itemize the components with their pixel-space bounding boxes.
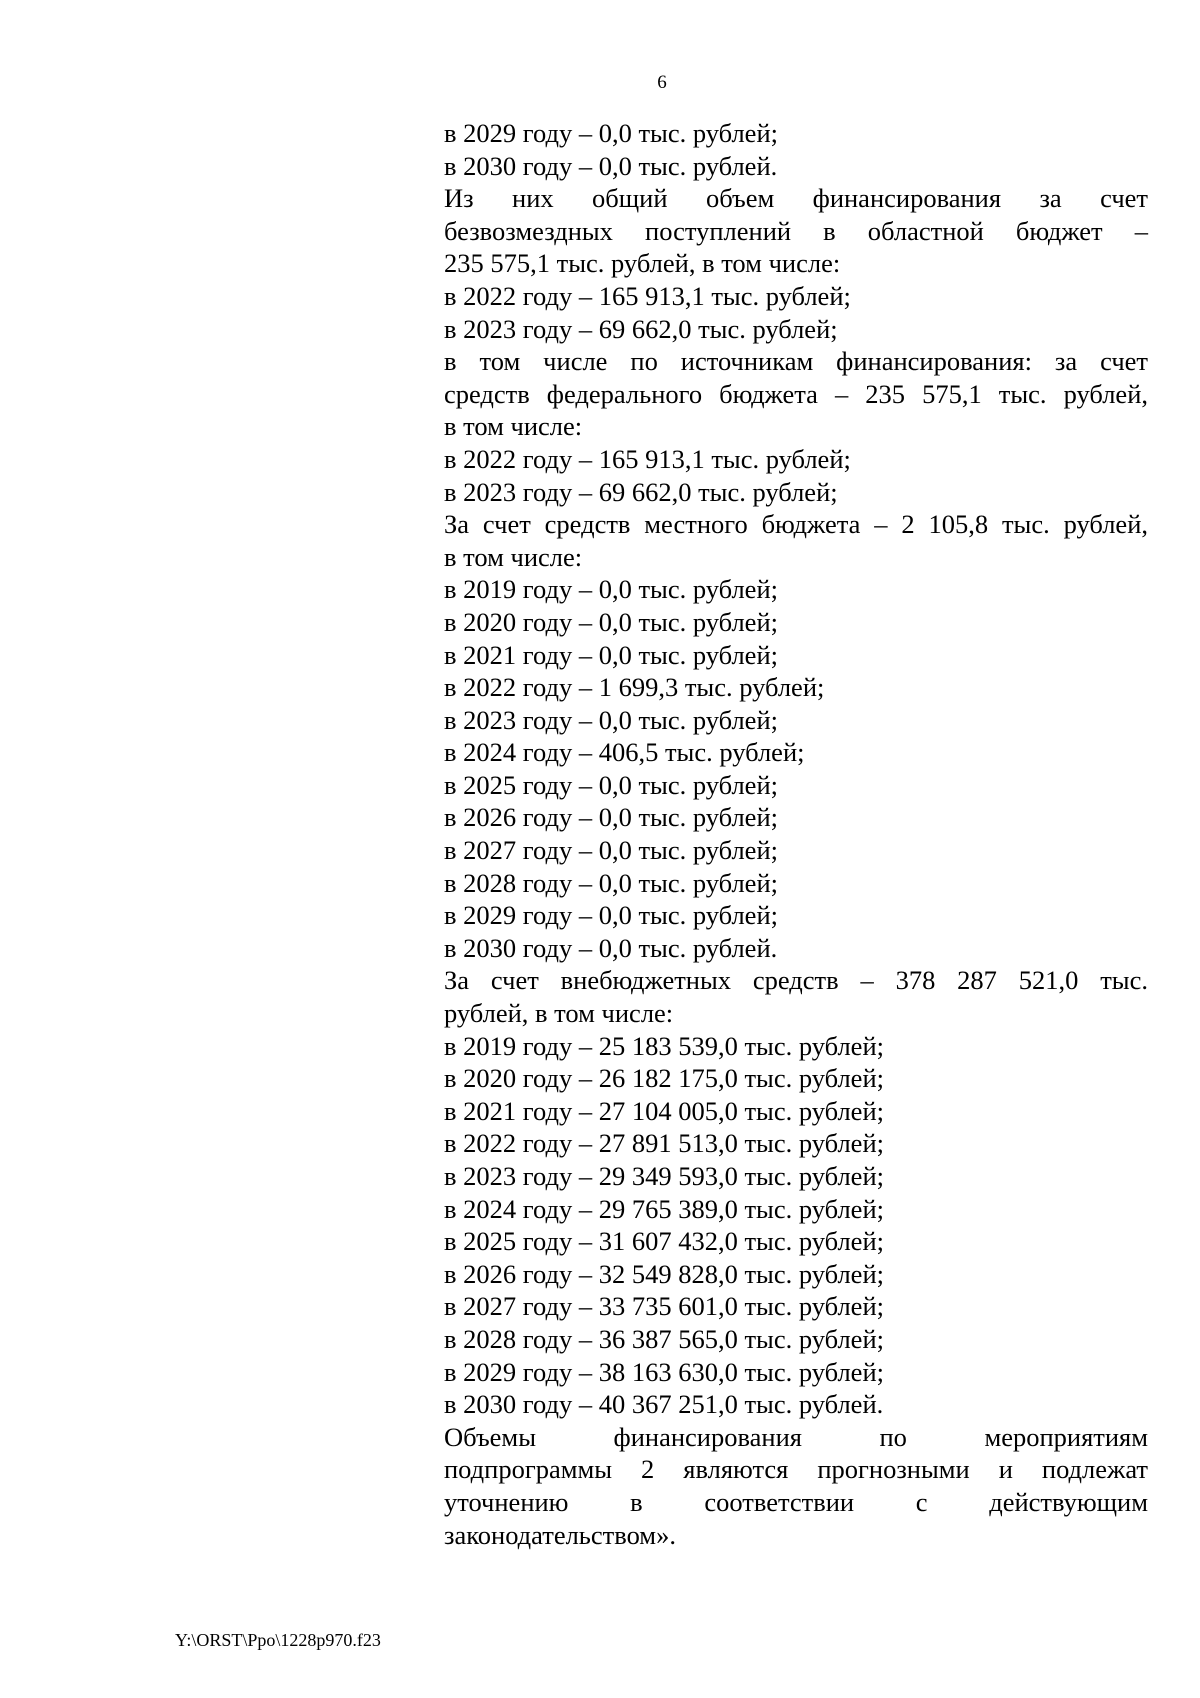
text-line: в 2029 году – 38 163 630,0 тыс. рублей; <box>444 1356 884 1387</box>
document-body <box>444 117 1148 1551</box>
text-line: в 2030 году – 0,0 тыс. рублей. <box>444 150 778 181</box>
text-line: в 2023 году – 29 349 593,0 тыс. рублей; <box>444 1161 884 1191</box>
text-line: в 2024 году – 29 765 389,0 тыс. рублей; <box>444 1193 884 1224</box>
text-line: в 2019 году – 0,0 тыс. рублей; <box>444 574 778 605</box>
text-line: в 2022 году – 165 913,1 тыс. рублей; <box>444 280 851 311</box>
text-line: в 2019 году – 25 183 539,0 тыс. рублей; <box>444 1030 884 1061</box>
text-line: уточнению в соответствии с действующим <box>444 1486 1148 1517</box>
text-line: в 2022 году – 27 891 513,0 тыс. рублей; <box>444 1128 884 1159</box>
text-line: безвозмездных поступлений в областной бюджет – <box>444 215 1148 246</box>
text-line: в 2029 году – 0,0 тыс. рублей; <box>444 118 778 148</box>
text-line: в том числе: <box>444 541 583 572</box>
text-line: Объемы финансирования по мероприятиям <box>444 1421 1148 1452</box>
text-line: в 2029 году – 0,0 тыс. рублей; <box>444 900 778 931</box>
text-line: в 2023 году – 69 662,0 тыс. рублей; <box>444 313 838 344</box>
text-line: в 2020 году – 0,0 тыс. рублей; <box>444 606 778 637</box>
text-line: в 2030 году – 0,0 тыс. рублей. <box>444 932 778 963</box>
text-line: в 2026 году – 32 549 828,0 тыс. рублей; <box>444 1258 884 1289</box>
text-line: законодательством». <box>444 1519 676 1550</box>
text-line: 235 575,1 тыс. рублей, в том числе: <box>444 248 841 279</box>
text-line: За счет внебюджетных средств – 378 287 521,0 тыс. <box>444 965 1148 996</box>
text-line: в 2028 году – 36 387 565,0 тыс. рублей; <box>444 1323 884 1354</box>
page-number: 6 <box>657 72 667 93</box>
text-line: в 2024 году – 406,5 тыс. рублей; <box>444 737 805 768</box>
text-line: в 2025 году – 31 607 432,0 тыс. рублей; <box>444 1226 884 1257</box>
text-line: в 2023 году – 69 662,0 тыс. рублей; <box>444 476 838 507</box>
text-line: в 2026 году – 0,0 тыс. рублей; <box>444 802 778 833</box>
text-line: в 2022 году – 165 913,1 тыс. рублей; <box>444 443 851 474</box>
text-line: в 2020 году – 26 182 175,0 тыс. рублей; <box>444 1063 884 1094</box>
text-line: в 2022 году – 1 699,3 тыс. рублей; <box>444 672 825 703</box>
text-line: в 2023 году – 0,0 тыс. рублей; <box>444 704 778 735</box>
text-line: Из них общий объем финансирования за счет <box>444 183 1148 214</box>
text-line: подпрограммы 2 являются прогнозными и подлежат <box>444 1454 1148 1485</box>
text-line: в 2027 году – 0,0 тыс. рублей; <box>444 835 778 866</box>
text-line: в том числе: <box>444 411 583 442</box>
text-line: в 2025 году – 0,0 тыс. рублей; <box>444 769 778 800</box>
text-line: в 2021 году – 0,0 тыс. рублей; <box>444 639 778 670</box>
text-line: в том числе по источникам финансирования: за счет <box>444 346 1148 377</box>
text-line: средств федерального бюджета – 235 575,1 тыс. рублей, <box>444 378 1148 409</box>
footer-file-path: Y:\ORST\Ppo\1228p970.f23 <box>175 1630 381 1650</box>
text-line: в 2027 году – 33 735 601,0 тыс. рублей; <box>444 1291 884 1322</box>
text-line: в 2030 году – 40 367 251,0 тыс. рублей. <box>444 1389 884 1420</box>
text-line: За счет средств местного бюджета – 2 105,8 тыс. рублей, <box>444 509 1148 540</box>
text-line: в 2021 году – 27 104 005,0 тыс. рублей; <box>444 1095 884 1126</box>
text-line: в 2028 году – 0,0 тыс. рублей; <box>444 867 778 898</box>
text-line: рублей, в том числе: <box>444 998 674 1029</box>
